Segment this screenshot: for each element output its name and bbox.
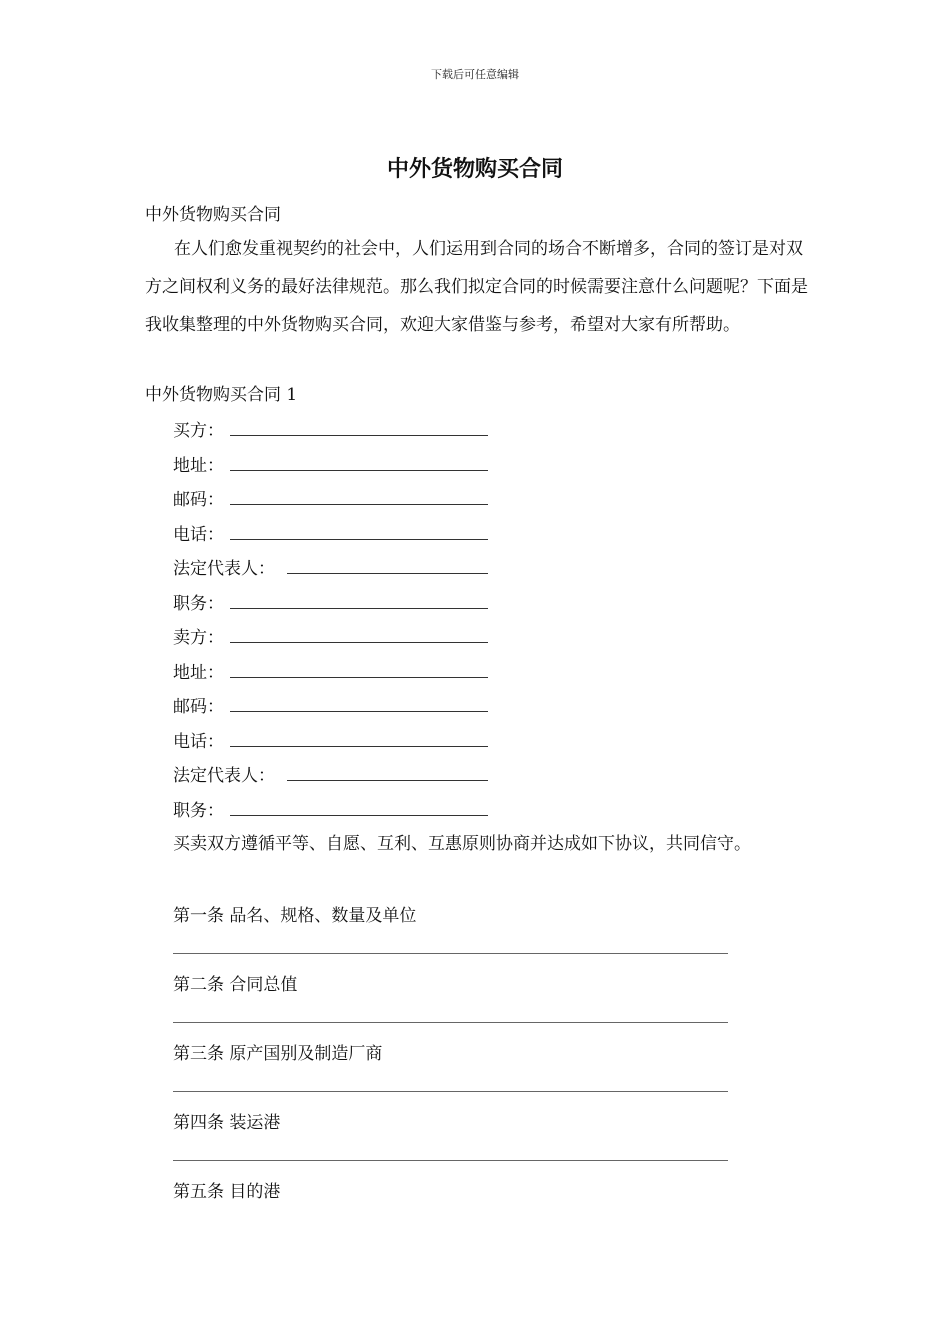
- clause-2-blank-line: [173, 1022, 728, 1023]
- fill-blank: [230, 470, 488, 471]
- field-label: 邮码：: [173, 697, 224, 717]
- clause-3-blank-line: [173, 1091, 728, 1092]
- clause-1-blank-line: [173, 953, 728, 954]
- field-label: 邮码：: [173, 490, 224, 510]
- fill-blank: [287, 780, 488, 781]
- field-label: 法定代表人：: [173, 766, 275, 786]
- buyer-field-postcode: [173, 485, 224, 510]
- buyer-field-name: [173, 416, 224, 441]
- buyer-field-position: [173, 589, 224, 614]
- field-label: 法定代表人：: [173, 559, 275, 579]
- clause-1-heading: 第一条 品名、规格、数量及单位: [173, 906, 417, 926]
- fill-blank: [230, 435, 488, 436]
- field-label: 电话：: [173, 732, 224, 752]
- seller-field-name: [173, 623, 224, 648]
- field-label: 买方：: [173, 421, 224, 441]
- seller-field-address: [173, 658, 224, 683]
- fill-blank: [230, 642, 488, 643]
- fill-blank: [230, 677, 488, 678]
- fill-blank: [230, 815, 488, 816]
- intro-text: 在人们愈发重视契约的社会中，人们运用到合同的场合不断增多，合同的签订是对双方之间权利义务的最好法律规范。那么我们拟定合同的时候需要注意什么问题呢？下面是我收集整理的中外货物购买合同，欢迎大家借鉴与参考，希望对大家有所帮助。: [145, 239, 808, 335]
- clause-5-heading: 第五条 目的港: [173, 1182, 281, 1202]
- clause-2-heading: 第二条 合同总值: [173, 975, 298, 995]
- page-header: 下载后可任意编辑: [431, 68, 519, 81]
- document-subtitle: 中外货物购买合同: [145, 205, 281, 225]
- field-label: 地址：: [173, 663, 224, 683]
- buyer-field-phone: [173, 520, 224, 545]
- fill-blank: [230, 711, 488, 712]
- seller-field-postcode: [173, 692, 224, 717]
- fill-blank: [230, 539, 488, 540]
- field-label: 职务：: [173, 594, 224, 614]
- seller-field-position: [173, 796, 224, 821]
- clause-3-heading: 第三条 原产国别及制造厂商: [173, 1044, 383, 1064]
- field-label: 地址：: [173, 456, 224, 476]
- field-label: 职务：: [173, 801, 224, 821]
- buyer-field-legal-rep: [173, 554, 275, 579]
- agreement-statement: 买卖双方遵循平等、自愿、互利、互惠原则协商并达成如下协议，共同信守。: [173, 834, 751, 854]
- section-heading: 中外货物购买合同 1: [145, 385, 298, 405]
- seller-field-legal-rep: [173, 761, 275, 786]
- seller-field-phone: [173, 727, 224, 752]
- clause-4-blank-line: [173, 1160, 728, 1161]
- fill-blank: [230, 504, 488, 505]
- fill-blank: [230, 608, 488, 609]
- intro-paragraph: [145, 230, 815, 344]
- document-title: 中外货物购买合同: [386, 157, 563, 182]
- field-label: 卖方：: [173, 628, 224, 648]
- clause-4-heading: 第四条 装运港: [173, 1113, 281, 1133]
- fill-blank: [287, 573, 488, 574]
- fill-blank: [230, 746, 488, 747]
- buyer-field-address: [173, 451, 224, 476]
- field-label: 电话：: [173, 525, 224, 545]
